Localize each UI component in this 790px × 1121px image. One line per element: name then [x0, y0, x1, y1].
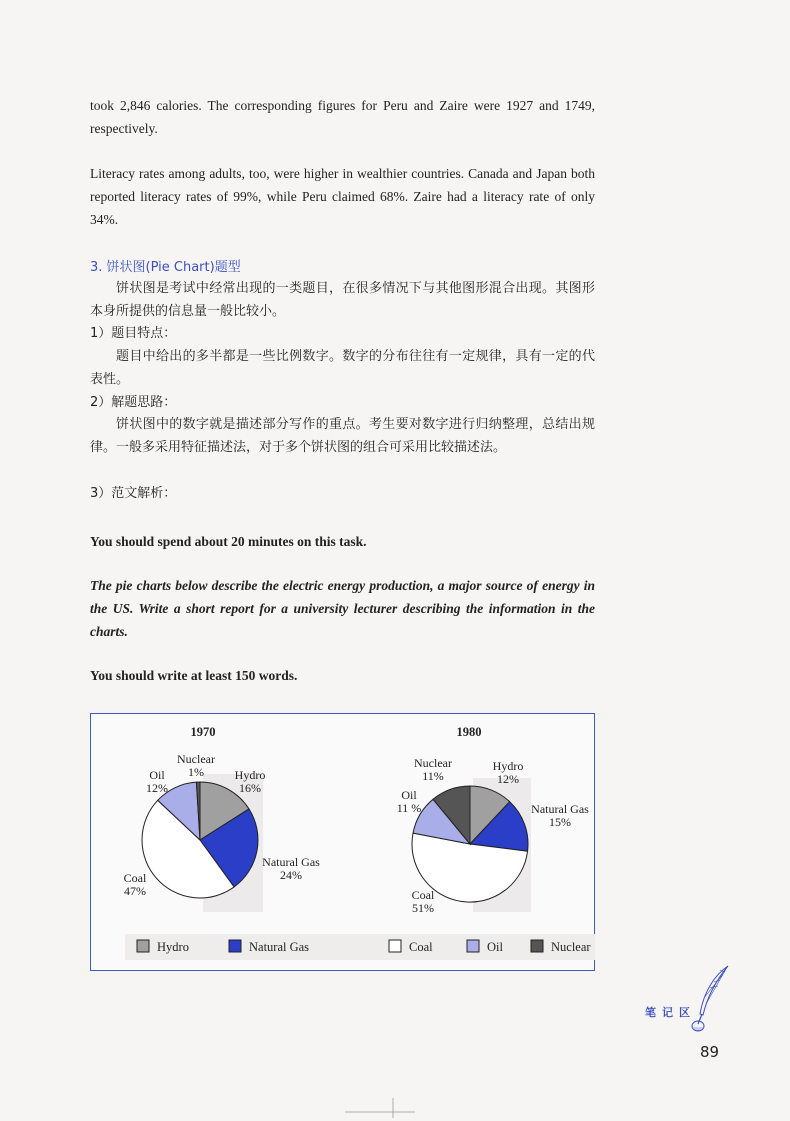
- pie-1980-label-natural-gas: Natural Gas: [531, 802, 589, 816]
- pie-charts-svg: [91, 714, 596, 972]
- legend-swatch-nuclear: [531, 940, 543, 952]
- legend-label-coal: Coal: [409, 940, 433, 954]
- crop-mark: [345, 1098, 415, 1118]
- pie-1970-label-coal: Coal: [123, 871, 147, 885]
- legend-swatch-coal: [389, 940, 401, 952]
- legend-swatch-oil: [467, 940, 479, 952]
- page-number: 89: [700, 1043, 720, 1061]
- pie-1980-value-hydro: 12%: [497, 772, 519, 786]
- legend-label-natural-gas: Natural Gas: [249, 940, 310, 954]
- item2-title: 2）解题思路：: [90, 395, 177, 410]
- paragraph-literacy: Literacy rates among adults, too, were higher in wealthier countries. Canada and Japan both reported literacy rates of 99%, while Peru claimed 68%. Zaire had a literacy rate of only 34%.: [90, 166, 595, 227]
- pie-1980-value-coal: 51%: [412, 901, 434, 915]
- pie-1980-label-oil: Oil: [401, 788, 417, 802]
- legend-background: [125, 934, 595, 960]
- task-prompt: The pie charts below describe the electric energy production, a major source of energy in the US. Write a short report for a university lecturer describing the information in the charts.: [90, 578, 595, 639]
- pie-1970-value-natural-gas: 24%: [280, 868, 302, 882]
- item2-body: 饼状图中的数字就是描述部分写作的重点。考生要对数字进行归纳整理，总结出规律。一般多采用特征描述法，对于多个饼状图的组合可采用比较描述法。: [90, 417, 595, 455]
- pie-1970-value-coal: 47%: [124, 884, 146, 898]
- legend-label-nuclear: Nuclear: [551, 940, 591, 954]
- section-intro: 饼状图是考试中经常出现的一类题目，在很多情况下与其他图形混合出现。其图形本身所提供的信息量一般比较小。: [90, 281, 595, 319]
- legend-label-oil: Oil: [487, 940, 503, 954]
- paragraph-calories: took 2,846 calories. The corresponding figures for Peru and Zaire were 1927 and 1749, respectively.: [90, 98, 595, 136]
- pie-1980-label-nuclear: Nuclear: [414, 756, 452, 770]
- item1-body: 题目中给出的多半都是一些比例数字。数字的分布往往有一定规律，具有一定的代表性。: [90, 349, 595, 387]
- legend-swatch-hydro: [137, 940, 149, 952]
- pie-1980-title: 1980: [456, 725, 482, 739]
- pie-1970-value-hydro: 16%: [239, 781, 261, 795]
- notes-area-label: 笔记区: [645, 1006, 696, 1019]
- pie-1980-label-hydro: Hydro: [492, 759, 524, 773]
- legend-label-hydro: Hydro: [157, 940, 189, 954]
- task-time: You should spend about 20 minutes on this task.: [90, 534, 367, 549]
- item1-title: 1）题目特点：: [90, 326, 177, 341]
- pie-1970-label-nuclear: Nuclear: [177, 752, 215, 766]
- pie-1980-label-coal: Coal: [411, 888, 435, 902]
- pie-charts-figure: [90, 713, 595, 971]
- quill-pen-icon: [690, 964, 732, 1034]
- section-heading: 3. 饼状图(Pie Chart)题型: [90, 260, 241, 275]
- pie-1980-value-nuclear: 11%: [422, 769, 444, 783]
- pie-1980-value-natural-gas: 15%: [549, 815, 571, 829]
- pie-1980-value-oil: 11 %: [396, 801, 422, 815]
- pie-1970-title: 1970: [190, 725, 216, 739]
- pie-1970-label-hydro: Hydro: [234, 768, 266, 782]
- pie-1970-value-oil: 12%: [146, 781, 168, 795]
- pie-1970-label-oil: Oil: [149, 768, 165, 782]
- pie-1970-label-natural-gas: Natural Gas: [262, 855, 320, 869]
- pie-1970-value-nuclear: 1%: [188, 765, 204, 779]
- legend-swatch-natural-gas: [229, 940, 241, 952]
- task-words: You should write at least 150 words.: [90, 668, 298, 683]
- item3-title: 3）范文解析：: [90, 486, 177, 501]
